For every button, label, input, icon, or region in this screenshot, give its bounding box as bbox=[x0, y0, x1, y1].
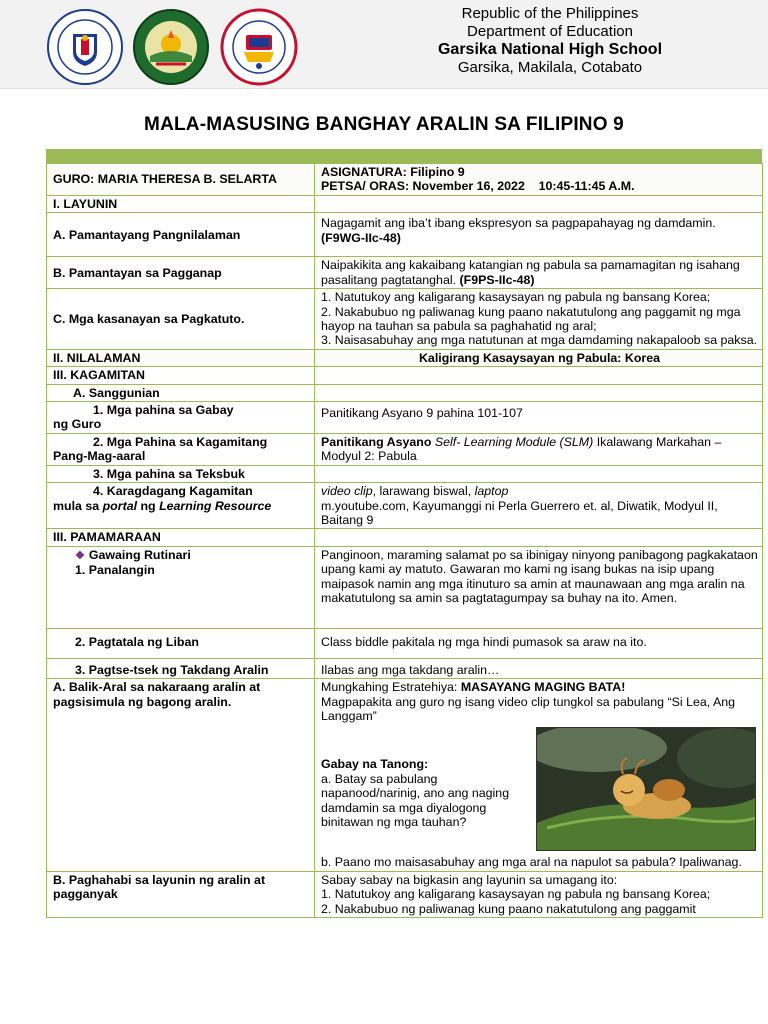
deped-seal bbox=[46, 8, 124, 86]
topic-text: Kaligirang Kasaysayan ng Pabula: Korea bbox=[315, 349, 763, 366]
row-content bbox=[315, 289, 763, 350]
letterhead bbox=[0, 0, 768, 89]
video-clip-thumbnail bbox=[536, 727, 756, 851]
department-name: Department of Education bbox=[467, 23, 633, 40]
row-content: Nagagamit ang iba’t ibang ekspresyon sa pagpapahayag ng damdamin. (F9WG-IIc-48) bbox=[315, 213, 763, 257]
table-row bbox=[47, 483, 763, 529]
list-item: 1. Natutukoy ang kaligarang kasaysayan ng pabula ng bansang Korea; bbox=[321, 290, 711, 305]
list-item: 2. Nakabubuo ng paliwanag kung paano nakatutulong ang paggamit ng mga hayop na tauhan sa pabula sa paghahatid ng aral; bbox=[321, 304, 741, 334]
row-content: Mungkahing Estratehiya: MASAYANG MAGING BATA! Magpapakita ang guro ng isang video clip tungkol sa pabulang “Si Lea, Ang Langgam” Gabay na Tanong: a. Batay sa pabulang napanood/narinig, ano ang naging damdamin sa mga diyalogong binitawan ng mga tauhan? b. Paano mo maisasabuhay ang mga aral na napulot sa pabula? Ipaliwanag. bbox=[315, 679, 763, 872]
teacher-cell: GURO: MARIA THERESA B. SELARTA bbox=[47, 164, 315, 196]
section-heading: II. NILALAMAN bbox=[47, 349, 315, 366]
table-row bbox=[47, 164, 763, 196]
row-content: Panitikang Asyano 9 pahina 101-107 bbox=[315, 402, 763, 434]
row-label: B. Pamantayan sa Pagganap bbox=[47, 257, 315, 289]
table-row bbox=[47, 433, 763, 465]
letterhead-text bbox=[390, 5, 710, 77]
table-row bbox=[47, 213, 763, 257]
row-content: Sabay sabay na bigkasin ang layunin sa umagang ito: 1. Natutukoy ang kaligarang kasaysayan ng pabula ng bansang Korea; 2. Nakabubuo ng paliwanag kung paano nakatutulong ang paggamit bbox=[315, 871, 763, 917]
row-label: A. Pamantayang Pangnilalaman bbox=[47, 213, 315, 257]
row-label: 3. Mga pahina sa Teksbuk bbox=[47, 465, 315, 482]
list-item: 3. Naisasabuhay ang mga natutunan at mga damdaming nakapaloob sa paksa. bbox=[321, 333, 758, 348]
row-label: 2. Pagtatala ng Liban bbox=[47, 628, 315, 658]
row-label: 2. Mga Pahina sa Kagamitang Pang-Mag-aaral bbox=[47, 433, 315, 465]
school-seal bbox=[220, 8, 298, 86]
section-heading: III. KAGAMITAN bbox=[47, 367, 315, 384]
table-row bbox=[47, 289, 763, 350]
row-label: A. Sanggunian bbox=[47, 384, 315, 401]
lesson-plan-table bbox=[46, 163, 763, 918]
table-row bbox=[47, 465, 763, 482]
table-row bbox=[47, 257, 763, 289]
section-heading: I. LAYUNIN bbox=[47, 195, 315, 212]
document-title: MALA-MASUSING BANGHAY ARALIN SA FILIPINO 9 bbox=[144, 114, 624, 135]
school-name: Garsika National High School bbox=[437, 41, 663, 58]
table-top-band bbox=[46, 149, 762, 163]
subject-cell bbox=[315, 164, 763, 196]
row-label: 4. Karagdagang Kagamitan mula sa portal ng Learning Resource bbox=[47, 483, 315, 529]
country-name: Republic of the Philippines bbox=[461, 5, 639, 22]
table-row bbox=[47, 628, 763, 658]
school-address: Garsika, Makilala, Cotabato bbox=[457, 59, 643, 76]
row-label: C. Mga kasanayan sa Pagkatuto. bbox=[47, 289, 315, 350]
row-label: B. Paghahabi sa layunin ng aralin at pagganyak bbox=[47, 871, 315, 917]
row-label: 1. Mga pahina sa Gabay ng Guro bbox=[47, 402, 315, 434]
row-label: 3. Pagtse-tsek ng Takdang Aralin bbox=[47, 658, 315, 678]
diamond-bullet-icon: ❖ bbox=[75, 549, 85, 562]
table-row bbox=[47, 195, 763, 212]
row-content: video clip, larawang biswal, laptop m.youtube.com, Kayumanggi ni Perla Guerrero et. al, Diwatik, Modyul II, Baitang 9 bbox=[315, 483, 763, 529]
table-row bbox=[47, 871, 763, 917]
table-row bbox=[47, 402, 763, 434]
table-row bbox=[47, 658, 763, 678]
row-label: A. Balik-Aral sa nakaraang aralin at pagsisimula ng bagong aralin. bbox=[47, 679, 315, 872]
row-content: Panitikang Asyano Self- Learning Module (SLM) Ikalawang Markahan – Modyul 2: Pabula bbox=[315, 433, 763, 465]
row-content: Class biddle pakitala ng mga hindi pumasok sa araw na ito. bbox=[315, 628, 763, 658]
date-time-text: PETSA/ ORAS: November 16, 2022 10:45-11:45 A.M. bbox=[321, 179, 635, 194]
subject-text: ASIGNATURA: Filipino 9 bbox=[321, 165, 465, 179]
row-content: Naipakikita ang kakaibang katangian ng pabula sa pamamagitan ng isahang pasalitang pagtatanghal. (F9PS-IIc-48) bbox=[315, 257, 763, 289]
table-row bbox=[47, 529, 763, 546]
row-content: Ilabas ang mga takdang aralin… bbox=[315, 658, 763, 678]
table-row bbox=[47, 367, 763, 384]
row-label: ❖ Gawaing Rutinari 1. Panalangin bbox=[47, 546, 315, 628]
row-content: Panginoon, maraming salamat po sa ibinigay ninyong panibagong pagkakataon upang kami ay matuto. Gawaran mo kami ng isang bukas na isip upang maipasok namin ang mga itinuturo sa amin at maunawaan ang mga aralin na makatutulong sa amin sa pagtatagumpay sa buhay na ito. Amen. bbox=[315, 546, 763, 628]
table-row bbox=[47, 384, 763, 401]
table-row bbox=[47, 546, 763, 628]
division-seal bbox=[132, 8, 210, 86]
table-row bbox=[47, 349, 763, 366]
table-row bbox=[47, 679, 763, 872]
section-heading: III. PAMAMARAAN bbox=[47, 529, 315, 546]
